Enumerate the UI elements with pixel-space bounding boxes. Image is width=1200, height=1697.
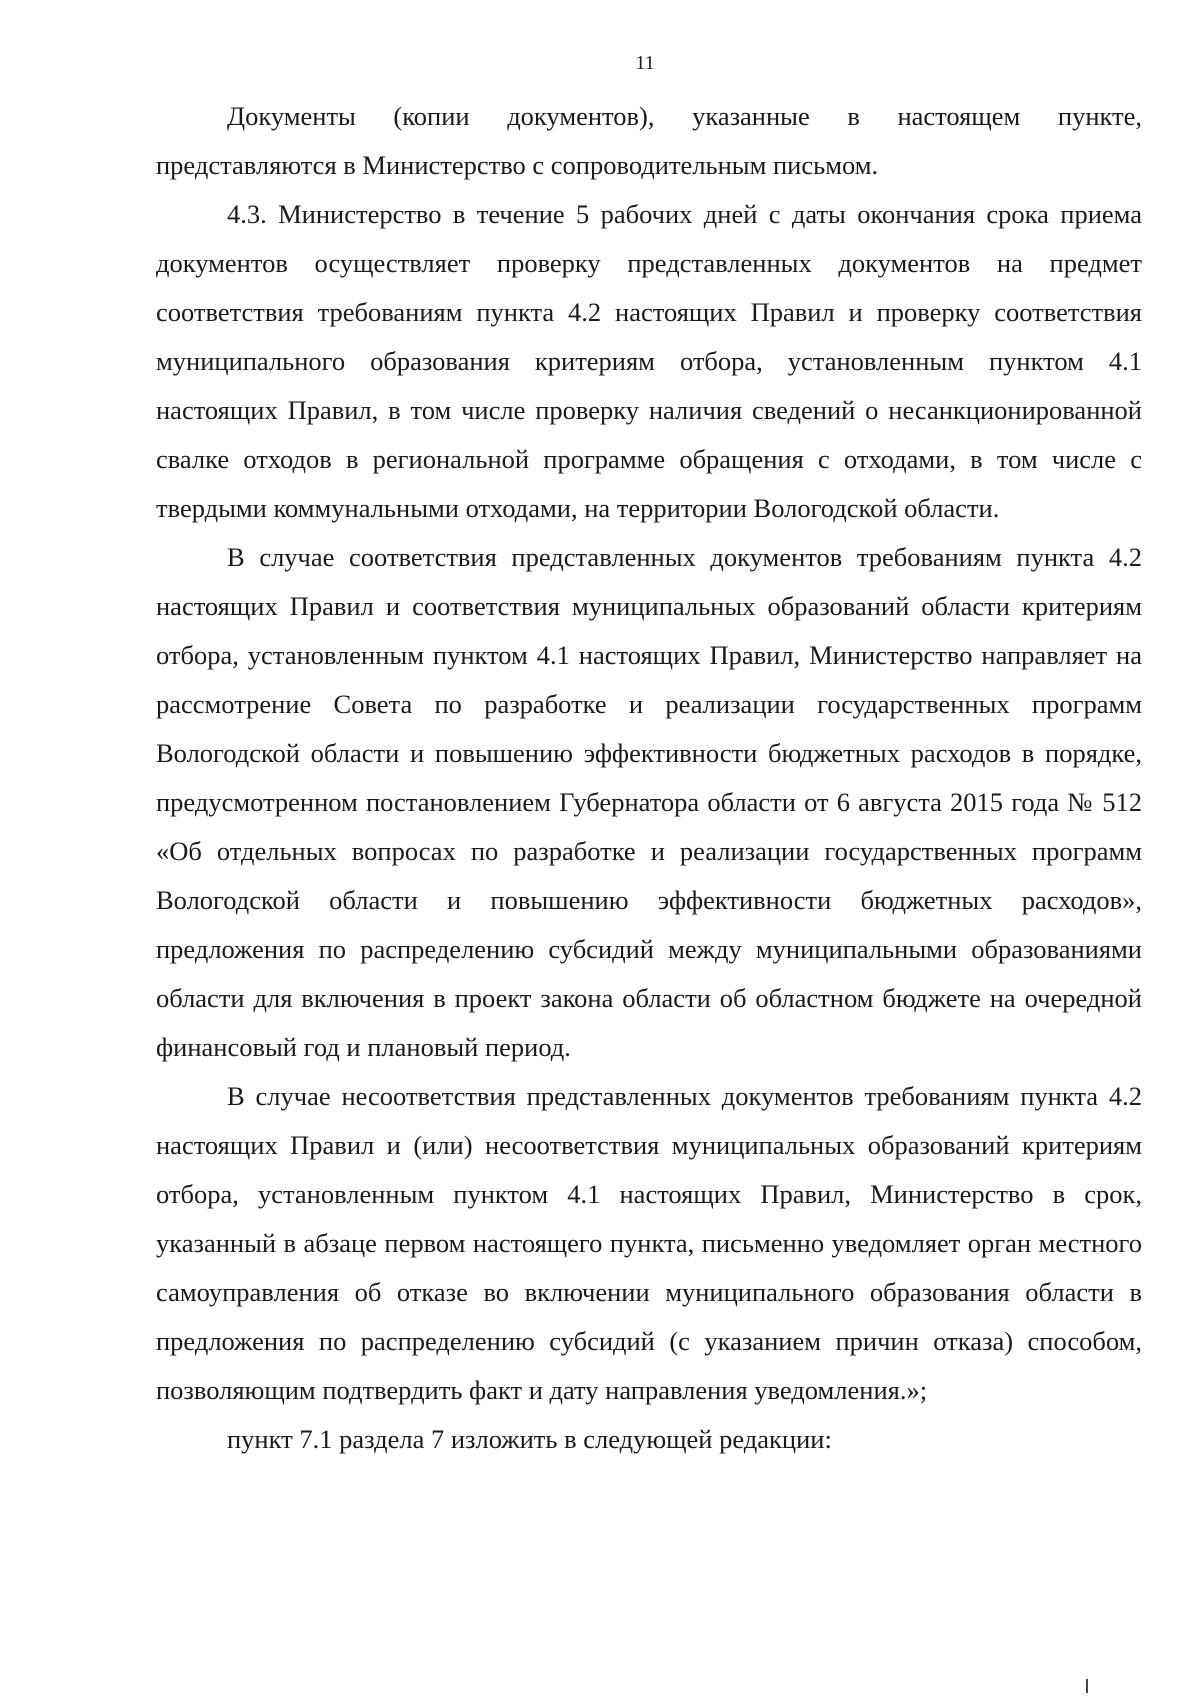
paragraph-noncompliance-case: В случае несоответствия представленных документов требованиям пункта 4.2 настоящих Правил и (или) несоответствия муниципальных образований критериям отбора, установленным пунктом 4.1 настоящих Правил, Министерство в срок, указанный в абзаце первом настоящего пункта, письменно уведомляет орган местного самоуправления об отказе во включении муниципального образования области в предложения по распределению субсидий (с указанием причин отказа) способом, позволяющим подтвердить факт и дату направления уведомления.»; bbox=[156, 1081, 1142, 1405]
paragraph-compliance-case: В случае соответствия представленных документов требованиям пункта 4.2 настоящих Правил и соответствия муниципальных образований области критериям отбора, установленным пунктом 4.1 настоящих Правил, Министерство направляет на рассмотрение Совета по разработке и реализации государственных программ Вологодской области и повышению эффективности бюджетных расходов в порядке, предусмотренном постановлением Губернатора области от 6 августа 2015 года № 512 «Об отдельных вопросах по разработке и реализации государственных программ Вологодской области и повышению эффективности бюджетных расходов», предложения по распределению субсидий между муниципальными образованиями области для включения в проект закона области об областном бюджете на очередной финансовый год и плановый период. bbox=[156, 542, 1142, 1062]
scan-artifact bbox=[1086, 1679, 1088, 1693]
page-number: 11 bbox=[635, 52, 655, 74]
paragraph-section-7-amendment: пункт 7.1 раздела 7 изложить в следующей редакции: bbox=[227, 1424, 832, 1454]
paragraph-documents-submission: Документы (копии документов), указанные в настоящем пункте, представляются в Министерство с сопроводительным письмом. bbox=[156, 101, 1142, 180]
document-body bbox=[156, 92, 1142, 1464]
paragraph-4-3-verification: 4.3. Министерство в течение 5 рабочих дней с даты окончания срока приема документов осуществляет проверку представленных документов на предмет соответствия требованиям пункта 4.2 настоящих Правил и проверку соответствия муниципального образования критериям отбора, установленным пунктом 4.1 настоящих Правил, в том числе проверку наличия сведений о несанкционированной свалке отходов в региональной программе обращения с отходами, в том числе с твердыми коммунальными отходами, на территории Вологодской области. bbox=[156, 199, 1142, 523]
